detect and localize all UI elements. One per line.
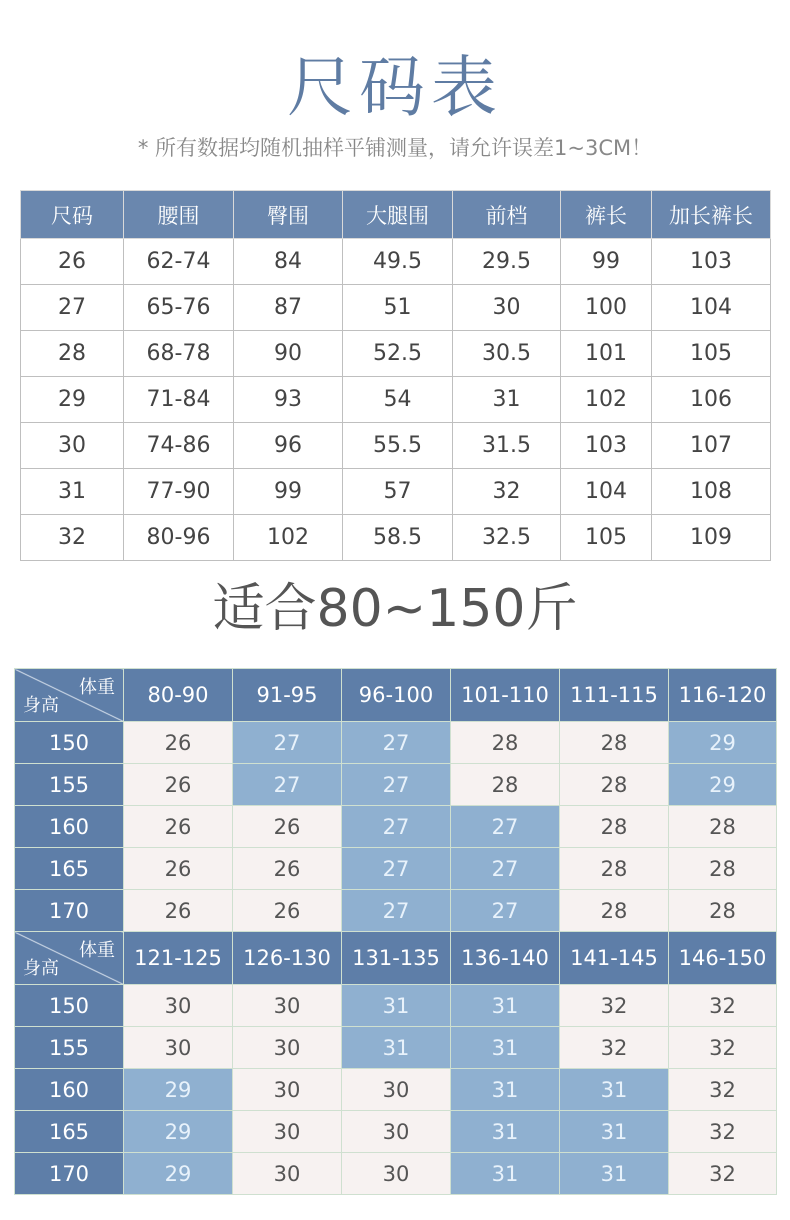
- weight-axis-label: 体重: [79, 677, 115, 698]
- size-cell: 31: [451, 1069, 560, 1111]
- table-cell: 58.5: [343, 515, 453, 561]
- table-row: [15, 890, 777, 932]
- size-cell: 28: [451, 722, 560, 764]
- size-cell: 29: [669, 764, 777, 806]
- size-cell: 30: [233, 985, 342, 1027]
- size-cell: 31: [560, 1069, 669, 1111]
- table-cell: 103: [561, 423, 652, 469]
- height-cell: 160: [15, 806, 124, 848]
- height-cell: 160: [15, 1069, 124, 1111]
- table-row: [15, 722, 777, 764]
- table-cell: 93: [234, 377, 343, 423]
- size-cell: 32: [669, 985, 777, 1027]
- size-cell: 26: [124, 806, 233, 848]
- header-cell: 尺码: [21, 191, 124, 239]
- table-cell: 106: [652, 377, 771, 423]
- table-row: [21, 469, 771, 515]
- weight-axis-label: 体重: [79, 940, 115, 961]
- table-cell: 77-90: [124, 469, 234, 515]
- height-cell: 150: [15, 722, 124, 764]
- size-cell: 32: [669, 1153, 777, 1195]
- weight-range-cell: 121-125: [124, 932, 233, 985]
- table-cell: 32: [21, 515, 124, 561]
- table-row: [21, 515, 771, 561]
- weight-range-cell: 131-135: [342, 932, 451, 985]
- table-cell: 107: [652, 423, 771, 469]
- size-cell: 29: [669, 722, 777, 764]
- size-cell: 28: [669, 806, 777, 848]
- height-cell: 165: [15, 848, 124, 890]
- table-cell: 32.5: [453, 515, 561, 561]
- size-cell: 27: [451, 848, 560, 890]
- table-cell: 31: [21, 469, 124, 515]
- size-chart-table: [20, 190, 771, 561]
- size-cell: 28: [560, 764, 669, 806]
- height-cell: 170: [15, 890, 124, 932]
- height-cell: 155: [15, 764, 124, 806]
- table-cell: 100: [561, 285, 652, 331]
- weight-range-cell: 91-95: [233, 669, 342, 722]
- table-cell: 102: [234, 515, 343, 561]
- table-cell: 26: [21, 239, 124, 285]
- size-cell: 26: [124, 722, 233, 764]
- table-row: [15, 985, 777, 1027]
- size-cell: 31: [560, 1153, 669, 1195]
- size-cell: 30: [342, 1069, 451, 1111]
- measurement-note: * 所有数据均随机抽样平铺测量，请允许误差1~3CM！: [137, 136, 653, 160]
- table-row: [15, 806, 777, 848]
- table-cell: 104: [561, 469, 652, 515]
- table-cell: 57: [343, 469, 453, 515]
- size-cell: 31: [451, 985, 560, 1027]
- weight-range-cell: 136-140: [451, 932, 560, 985]
- table-cell: 28: [21, 331, 124, 377]
- size-cell: 30: [124, 985, 233, 1027]
- weight-range-cell: 116-120: [669, 669, 777, 722]
- table-cell: 99: [561, 239, 652, 285]
- table-cell: 31: [453, 377, 561, 423]
- table-row: [15, 1111, 777, 1153]
- size-cell: 32: [669, 1111, 777, 1153]
- table-row: [15, 1153, 777, 1195]
- size-cell: 28: [669, 848, 777, 890]
- table-cell: 32: [453, 469, 561, 515]
- weight-range-cell: 101-110: [451, 669, 560, 722]
- size-cell: 27: [451, 890, 560, 932]
- size-chart-header-row: [21, 191, 771, 239]
- size-cell: 26: [233, 890, 342, 932]
- size-cell: 30: [233, 1153, 342, 1195]
- weight-range-cell: 126-130: [233, 932, 342, 985]
- table-row: [21, 331, 771, 377]
- size-cell: 26: [233, 806, 342, 848]
- size-cell: 27: [451, 806, 560, 848]
- table-cell: 103: [652, 239, 771, 285]
- table-cell: 99: [234, 469, 343, 515]
- size-cell: 28: [669, 890, 777, 932]
- table-row: [21, 239, 771, 285]
- header-cell: 前档: [453, 191, 561, 239]
- table-cell: 104: [652, 285, 771, 331]
- table-cell: 27: [21, 285, 124, 331]
- size-cell: 30: [233, 1111, 342, 1153]
- size-cell: 26: [124, 848, 233, 890]
- table-cell: 96: [234, 423, 343, 469]
- table-cell: 29: [21, 377, 124, 423]
- header-cell: 裤长: [561, 191, 652, 239]
- size-cell: 27: [342, 848, 451, 890]
- fit-heading: 适合80~150斤: [212, 579, 578, 639]
- size-cell: 30: [233, 1069, 342, 1111]
- size-cell: 32: [560, 985, 669, 1027]
- table-row: [21, 377, 771, 423]
- size-cell: 29: [124, 1069, 233, 1111]
- table-cell: 31.5: [453, 423, 561, 469]
- size-cell: 28: [560, 890, 669, 932]
- size-cell: 31: [451, 1111, 560, 1153]
- height-cell: 155: [15, 1027, 124, 1069]
- size-cell: 32: [669, 1027, 777, 1069]
- weight-range-cell: 141-145: [560, 932, 669, 985]
- header-cell: 腰围: [124, 191, 234, 239]
- height-cell: 150: [15, 985, 124, 1027]
- weight-range-cell: 111-115: [560, 669, 669, 722]
- table-cell: 101: [561, 331, 652, 377]
- size-cell: 27: [342, 764, 451, 806]
- size-cell: 30: [342, 1153, 451, 1195]
- height-axis-label: 身高: [23, 958, 59, 979]
- page-title: 尺码表: [287, 49, 503, 126]
- table-cell: 108: [652, 469, 771, 515]
- weight-range-cell: 80-90: [124, 669, 233, 722]
- height-axis-label: 身高: [23, 695, 59, 716]
- table-row: [15, 848, 777, 890]
- size-cell: 31: [560, 1111, 669, 1153]
- table-row: [15, 1069, 777, 1111]
- table-cell: 74-86: [124, 423, 234, 469]
- table-cell: 105: [561, 515, 652, 561]
- size-cell: 30: [342, 1111, 451, 1153]
- size-cell: 27: [342, 806, 451, 848]
- size-cell: 28: [560, 722, 669, 764]
- corner-header-cell: [15, 932, 124, 985]
- size-cell: 27: [233, 764, 342, 806]
- table-cell: 54: [343, 377, 453, 423]
- size-cell: 30: [124, 1027, 233, 1069]
- table-cell: 55.5: [343, 423, 453, 469]
- table-cell: 87: [234, 285, 343, 331]
- size-cell: 26: [124, 764, 233, 806]
- table-cell: 90: [234, 331, 343, 377]
- size-cell: 27: [342, 722, 451, 764]
- table-cell: 68-78: [124, 331, 234, 377]
- table-cell: 105: [652, 331, 771, 377]
- size-cell: 29: [124, 1153, 233, 1195]
- size-cell: 31: [451, 1027, 560, 1069]
- size-cell: 31: [342, 985, 451, 1027]
- size-recommendation-table: [14, 668, 777, 1195]
- table-cell: 62-74: [124, 239, 234, 285]
- size-cell: 28: [560, 848, 669, 890]
- weight-header-row: [15, 669, 777, 722]
- table-cell: 109: [652, 515, 771, 561]
- table-row: [21, 285, 771, 331]
- size-cell: 30: [233, 1027, 342, 1069]
- table-cell: 80-96: [124, 515, 234, 561]
- corner-header-cell: [15, 669, 124, 722]
- table-cell: 30: [453, 285, 561, 331]
- table-row: [21, 423, 771, 469]
- table-cell: 51: [343, 285, 453, 331]
- size-cell: 31: [342, 1027, 451, 1069]
- size-cell: 27: [342, 890, 451, 932]
- table-row: [15, 764, 777, 806]
- weight-header-row: [15, 932, 777, 985]
- table-cell: 52.5: [343, 331, 453, 377]
- height-cell: 165: [15, 1111, 124, 1153]
- table-cell: 30.5: [453, 331, 561, 377]
- table-cell: 84: [234, 239, 343, 285]
- size-cell: 26: [233, 848, 342, 890]
- table-cell: 29.5: [453, 239, 561, 285]
- table-cell: 49.5: [343, 239, 453, 285]
- table-cell: 65-76: [124, 285, 234, 331]
- size-cell: 28: [560, 806, 669, 848]
- table-cell: 71-84: [124, 377, 234, 423]
- weight-range-cell: 146-150: [669, 932, 777, 985]
- table-cell: 30: [21, 423, 124, 469]
- size-cell: 27: [233, 722, 342, 764]
- size-cell: 32: [560, 1027, 669, 1069]
- weight-range-cell: 96-100: [342, 669, 451, 722]
- size-cell: 26: [124, 890, 233, 932]
- size-cell: 28: [451, 764, 560, 806]
- height-cell: 170: [15, 1153, 124, 1195]
- table-cell: 102: [561, 377, 652, 423]
- header-cell: 臀围: [234, 191, 343, 239]
- table-row: [15, 1027, 777, 1069]
- header-cell: 加长裤长: [652, 191, 771, 239]
- size-cell: 31: [451, 1153, 560, 1195]
- size-cell: 32: [669, 1069, 777, 1111]
- header-cell: 大腿围: [343, 191, 453, 239]
- size-cell: 29: [124, 1111, 233, 1153]
